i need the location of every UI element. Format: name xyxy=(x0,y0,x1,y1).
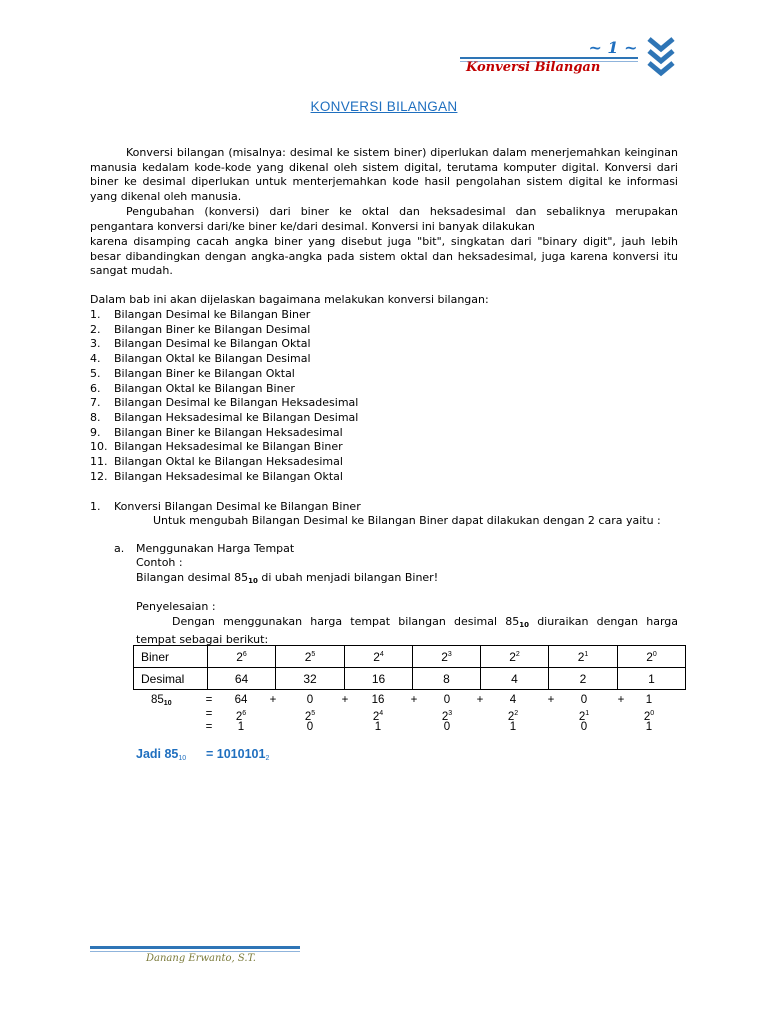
list-item: 4. Bilangan Oktal ke Bilangan Desimal xyxy=(90,352,311,366)
list-item: 8. Bilangan Heksadesimal ke Bilangan Desimal xyxy=(90,410,359,424)
table-cell: $2^3$ xyxy=(413,646,481,668)
subsection-a-heading: a. Menggunakan Harga Tempat xyxy=(114,542,295,555)
paragraph-1: Konversi bilangan (misalnya: desimal ke sistem biner) diperlukan dalam menerjemahkan keinginan manusia kedalam kode-kode yang dikenal oleh sistem digital, terutama komputer digital. Konversi dari biner ke desimal diperlukan untuk menterjemahkan kode hasil pengolahan sistem digital ke informasi yang dikenal oleh manusia. xyxy=(90,146,678,204)
table-cell: $2^1$ xyxy=(549,646,618,668)
header-rule xyxy=(460,57,638,59)
table-cell: $2^2$ xyxy=(481,646,549,668)
conversion-list xyxy=(90,308,358,484)
page-number: ~ 1 ~ xyxy=(588,38,638,57)
table-cell: $2^6$ xyxy=(208,646,276,668)
list-item: 7. Bilangan Desimal ke Bilangan Heksadesimal xyxy=(90,396,359,410)
table-cell: $2^4$ xyxy=(345,646,413,668)
list-item: 2. Bilangan Biner ke Bilangan Desimal xyxy=(90,322,311,336)
row-label-desimal: Desimal xyxy=(134,668,208,690)
table-cell: 4 xyxy=(481,668,549,690)
section-1-heading: 1. Konversi Bilangan Desimal ke Bilangan Biner xyxy=(90,500,361,513)
table-cell: 1 xyxy=(618,668,686,690)
section-1-description: Untuk mengubah Bilangan Desimal ke Bilangan Biner dapat dilakukan dengan 2 cara yaitu : xyxy=(153,514,661,527)
paragraph-3: karena disamping cacah angka biner yang disebut juga "bit", singkatan dari "binary digit", jauh lebih besar dibandingkan dengan angka-angka pada sistem oktal dan heksadesimal, juga karena konversi itu sangat mudah. xyxy=(90,235,678,278)
calc-row-2: = $2^6$ $2^5$ $2^4$ $2^3$ $2^2$ $2^1$ $2^0$ xyxy=(205,708,655,723)
table-cell: 8 xyxy=(413,668,481,690)
list-item: 3. Bilangan Desimal ke Bilangan Oktal xyxy=(90,337,311,351)
row-label-biner: Biner xyxy=(134,646,208,668)
table-row xyxy=(134,646,686,668)
table-cell: $2^5$ xyxy=(276,646,345,668)
list-item: 12. Bilangan Heksadesimal ke Bilangan Oktal xyxy=(90,469,343,483)
calc-lhs: $85_{10}$ xyxy=(151,694,172,707)
place-value-table xyxy=(133,645,686,690)
list-item: 10. Bilangan Heksadesimal ke Bilangan Biner xyxy=(90,440,343,454)
table-cell: $2^0$ xyxy=(618,646,686,668)
calc-row-1: = 64 + 0 + 16 + 0 + 4 + 0 + 1 xyxy=(205,694,653,706)
calc-row-3: = 1 0 1 0 1 0 1 xyxy=(205,721,653,733)
list-intro: Dalam bab ini akan dijelaskan bagaimana melakukan konversi bilangan: xyxy=(90,293,489,306)
table-cell: 2 xyxy=(549,668,618,690)
result-line: Jadi $85_{10}$ = $1010101_2$ xyxy=(136,747,270,762)
list-item: 1. Bilangan Desimal ke Bilangan Biner xyxy=(90,308,311,321)
table-cell: 32 xyxy=(276,668,345,690)
list-item: 11. Bilangan Oktal ke Bilangan Heksadesimal xyxy=(90,455,343,469)
example-question: Bilangan desimal $85_{10}$ di ubah menjadi bilangan Biner! xyxy=(136,571,439,585)
solution-text: Dengan menggunakan harga tempat bilangan desimal $85_{10}$ diuraikan dengan harga tempat sebagai berikut: xyxy=(136,615,678,646)
list-item: 5. Bilangan Biner ke Bilangan Oktal xyxy=(90,366,295,380)
chevron-down-icon xyxy=(646,36,676,78)
header-chapter-title: Konversi Bilangan xyxy=(466,60,601,75)
table-row xyxy=(134,668,686,690)
page-title: KONVERSI BILANGAN xyxy=(310,99,458,114)
solution-label: Penyelesaian : xyxy=(136,600,216,613)
table-cell: 16 xyxy=(345,668,413,690)
footer-author: Danang Erwanto, S.T. xyxy=(146,953,256,964)
list-item: 6. Bilangan Oktal ke Bilangan Biner xyxy=(90,381,295,395)
footer-rule-thin xyxy=(90,951,300,952)
list-item: 9. Bilangan Biner ke Bilangan Heksadesimal xyxy=(90,425,343,439)
table-cell: 64 xyxy=(208,668,276,690)
example-label: Contoh : xyxy=(136,556,183,569)
paragraph-2: Pengubahan (konversi) dari biner ke oktal dan heksadesimal dan sebaliknya merupakan pengantara konversi dari/ke biner ke/dari desimal. Konversi ini banyak dilakukan xyxy=(90,205,678,233)
footer-rule xyxy=(90,946,300,949)
